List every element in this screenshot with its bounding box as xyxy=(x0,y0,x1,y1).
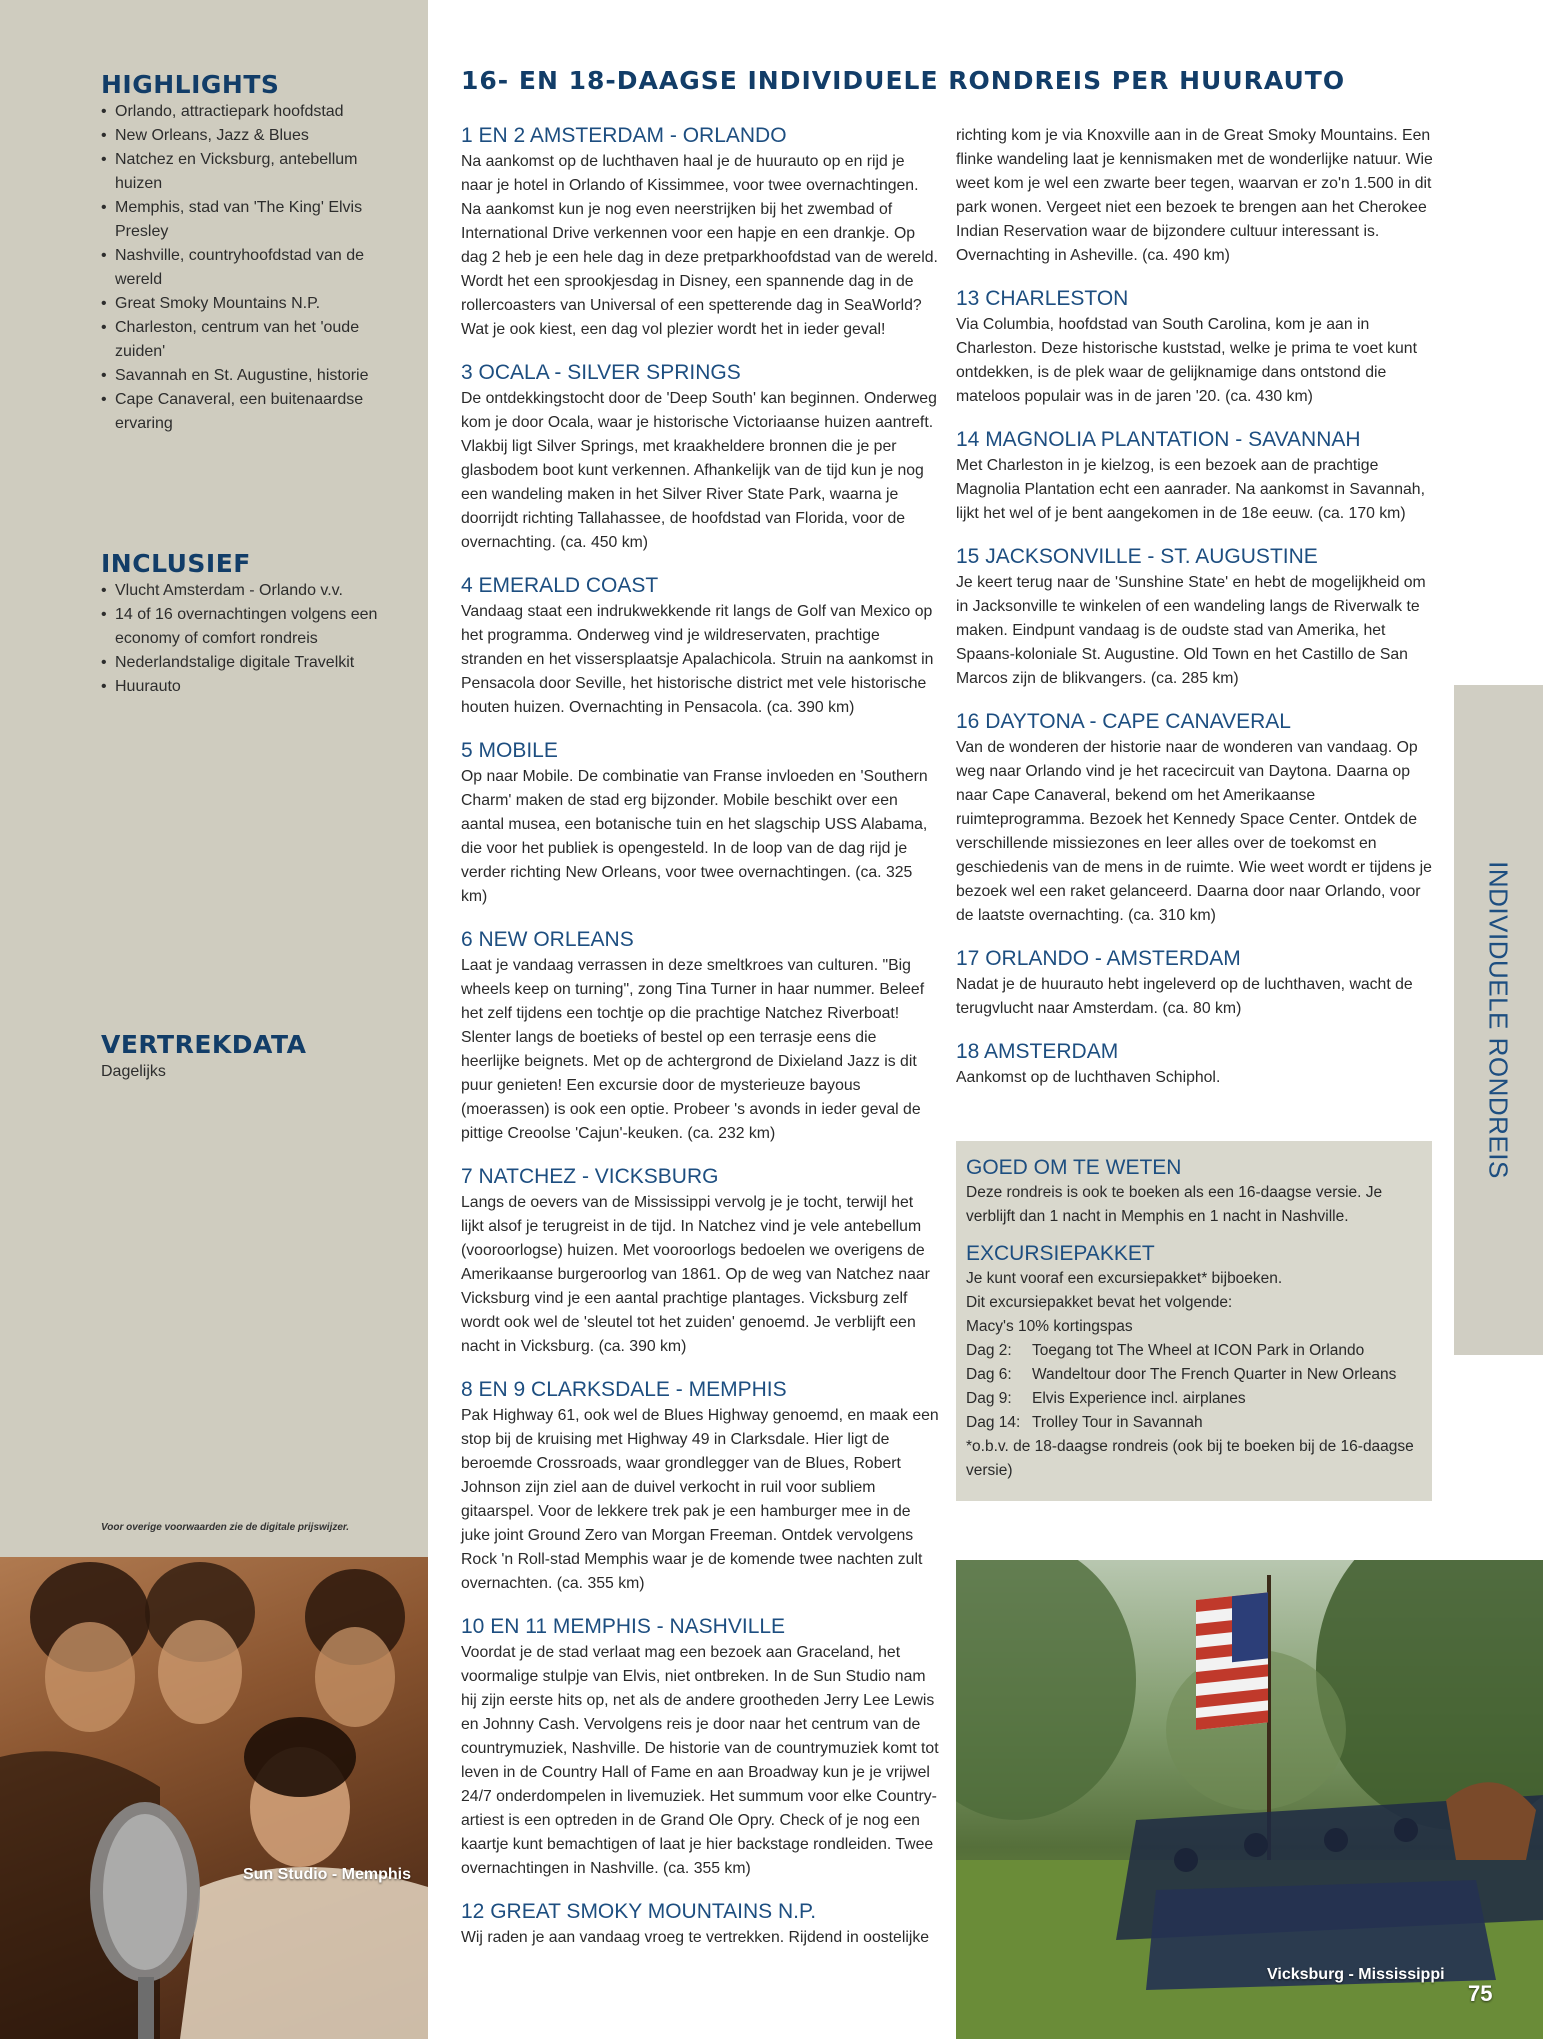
vicksburg-illustration xyxy=(956,1560,1543,2039)
list-item: • Huurauto xyxy=(101,675,401,699)
sun-studio-photo xyxy=(0,1557,428,2039)
excursion-row xyxy=(966,1411,1422,1435)
excursiepakket-line: Macy's 10% kortingspas xyxy=(966,1318,1133,1335)
excursion-day: Dag 6: xyxy=(966,1366,1012,1383)
list-item: • New Orleans, Jazz & Blues xyxy=(101,124,401,148)
day-text: Voordat je de stad verlaat mag een bezoek aan Graceland, het voormalige stulpje van Elvis, niet ontbreken. In de Sun Studio nam hij zijn eerste hits op, net als de andere grootheden Jerry Lee Lewis en Johnny Cash. Vervolgens reis je door naar het centrum van de countrymuziek, Nashville. De historie van de countrymuziek komt tot leven in de Country Hall of Fame en aan Broadway kun je je vrijwel 24/7 onderdompelen in livemuziek. Het summum voor elke Country-artiest is een optreden in de Grand Ole Opry. Check of je nog een kaartje kunt bemachtigen of laat je hier backstage rondleiden. Twee overnachtingen in Nashville. (ca. 355 km) xyxy=(461,1644,939,1877)
section-side-tab xyxy=(1454,685,1543,1355)
highlights-list xyxy=(101,100,401,436)
excursiepakket-line: Dit excursiepakket bevat het volgende: xyxy=(966,1294,1233,1311)
itinerary-column-left xyxy=(461,122,939,1967)
page-title: 16- EN 18-DAAGSE INDIVIDUELE RONDREIS PER HUURAUTO xyxy=(461,66,1346,95)
excursion-day: Dag 9: xyxy=(966,1390,1012,1407)
day-text: Je keert terug naar de 'Sunshine State' en hebt de mogelijkheid om in Jacksonville te winkelen of een wandeling langs de Riverwalk te maken. Eindpunt vandaag is de oudste stad van Amerika, het Spaans-koloniale St. Augustine. Old Town en het Castillo de San Marcos zijn de blikvangers. (ca. 285 km) xyxy=(956,574,1426,687)
day-section xyxy=(461,572,939,720)
vertrekdata-title: VERTREKDATA xyxy=(101,1030,307,1059)
day-section xyxy=(461,122,939,342)
vertrekdata-section xyxy=(101,1030,401,1084)
day-title: 7 NATCHEZ - VICKSBURG xyxy=(461,1165,719,1188)
list-item: • Nashville, countryhoofdstad van de wereld xyxy=(101,244,401,292)
day-text: Wij raden je aan vandaag vroeg te vertrekken. Rijdend in oostelijke xyxy=(461,1929,930,1946)
conditions-note: Voor overige voorwaarden zie de digitale prijswijzer. xyxy=(101,1522,350,1533)
list-item: • Charleston, centrum van het 'oude zuiden' xyxy=(101,316,401,364)
inclusief-list xyxy=(101,579,401,699)
excursion-row xyxy=(966,1339,1422,1363)
day-section xyxy=(461,1163,939,1359)
excursion-text: Elvis Experience incl. airplanes xyxy=(1032,1390,1246,1407)
day-text-continued: richting kom je via Knoxville aan in de Great Smoky Mountains. Een flinke wandeling laat je kennismaken met de wonderlijke natuur. Wie weet kom je wel een zwarte beer tegen, waarvan er zo'n 1.500 in dit park wonen. Vergeet niet een bezoek te brengen aan het Cherokee Indian Reservation waar de bijzondere cultuur interessant is. Overnachting in Asheville. (ca. 490 km) xyxy=(956,127,1433,264)
highlights-title: HIGHLIGHTS xyxy=(101,70,280,99)
excursion-day: Dag 14: xyxy=(966,1414,1021,1431)
day-text: Laat je vandaag verrassen in deze smeltkroes van culturen. "Big wheels keep on turning", zong Tina Turner in haar nummer. Beleef het zelf tijdens een tochtje op die prachtige Natchez Riverboat! Slenter langs de boetieks of bestel op een terrasje eens die heerlijke beignets. Met op de achtergrond de Dixieland Jazz is dit puur genieten! Een excursie door de mysterieuze bayous (moerassen) is ook een optie. Probeer 's avonds in ieder geval de pittige Creoolse 'Cajun'-keuken. (ca. 232 km) xyxy=(461,957,925,1142)
day-text: Op naar Mobile. De combinatie van Franse invloeden en 'Southern Charm' maken de stad erg bijzonder. Mobile beschikt over een aantal musea, een botanische tuin en het slagschip USS Alabama, die voor het publiek is opengesteld. In de loop van de dag rijd je verder richting New Orleans, voor twee overnachtingen. (ca. 325 km) xyxy=(461,768,928,905)
day-text: Na aankomst op de luchthaven haal je de huurauto op en rijd je naar je hotel in Orlando of Kissimmee, voor twee overnachtingen. Na aankomst kun je nog even neerstrijken bij het zwembad of International Drive verkennen voor een hapje en een drankje. Op dag 2 heb je een hele dag in deze pretparkhoofdstad van de wereld. Wordt het een sprookjesdag in Disney, een spannende dag in de rollercoasters van Universal of een spetterende dag in SeaWorld? Wat je ook kiest, een dag vol plezier wordt het in ieder geval! xyxy=(461,153,938,338)
day-title: 1 EN 2 AMSTERDAM - ORLANDO xyxy=(461,124,787,147)
spacer xyxy=(966,1229,1422,1241)
day-text: Via Columbia, hoofdstad van South Carolina, kom je aan in Charleston. Deze historische kuststad, welke je prima te voet kunt ontdekken, is de plek waar de gelijknamige dans ontstond die mateloos populair was in de jaren '20. (ca. 430 km) xyxy=(956,316,1417,405)
list-item: • Vlucht Amsterdam - Orlando v.v. xyxy=(101,579,401,603)
goed-om-te-weten-title: GOED OM TE WETEN xyxy=(966,1156,1182,1179)
list-item: • Great Smoky Mountains N.P. xyxy=(101,292,401,316)
vertrekdata-text: Dagelijks xyxy=(101,1063,166,1080)
day-section xyxy=(461,926,939,1146)
day-title: 3 OCALA - SILVER SPRINGS xyxy=(461,361,741,384)
excursiepakket-title: EXCURSIEPAKKET xyxy=(966,1242,1155,1265)
list-item: • Cape Canaveral, een buitenaardse ervaring xyxy=(101,388,401,436)
day-title: 10 EN 11 MEMPHIS - NASHVILLE xyxy=(461,1615,786,1638)
day-title: 16 DAYTONA - CAPE CANAVERAL xyxy=(956,710,1291,733)
list-item: • Memphis, stad van 'The King' Elvis Presley xyxy=(101,196,401,244)
goed-om-te-weten-text: Deze rondreis is ook te boeken als een 16-daagse versie. Je verblijft dan 1 nacht in Memphis en 1 nacht in Nashville. xyxy=(966,1184,1383,1225)
day-text: Aankomst op de luchthaven Schiphol. xyxy=(956,1069,1221,1086)
excursiepakket-line: Je kunt vooraf een excursiepakket* bijboeken. xyxy=(966,1270,1283,1287)
day-text: Van de wonderen der historie naar de wonderen van vandaag. Op weg naar Orlando vind je het racecircuit van Daytona. Daarna op naar Cape Canaveral, bekend om het Amerikaanse ruimteprogramma. Bezoek het Kennedy Space Center. Ontdek de verschillende missiezones en leer alles over de toekomst en geschiedenis van de mens in de ruimte. Wie weet wordt er tijdens je bezoek wel een raket gelanceerd. Daarna door naar Orlando, voor de laatste overnachting. (ca. 310 km) xyxy=(956,739,1432,924)
page-number: 75 xyxy=(1468,1981,1493,2006)
side-tab-label: INDIVIDUELE RONDREIS xyxy=(1483,861,1514,1179)
day-section xyxy=(956,708,1434,928)
day-title: 15 JACKSONVILLE - ST. AUGUSTINE xyxy=(956,545,1318,568)
day-section xyxy=(956,426,1434,526)
day-text: Nadat je de huurauto hebt ingeleverd op de luchthaven, wacht de terugvlucht naar Amsterdam. (ca. 80 km) xyxy=(956,976,1413,1017)
info-box xyxy=(956,1141,1432,1501)
day-section xyxy=(956,1038,1434,1090)
list-item: • 14 of 16 overnachtingen volgens een economy of comfort rondreis xyxy=(101,603,401,651)
day-title: 6 NEW ORLEANS xyxy=(461,928,634,951)
day-title: 4 EMERALD COAST xyxy=(461,574,659,597)
day-title: 14 MAGNOLIA PLANTATION - SAVANNAH xyxy=(956,428,1361,451)
day-title: 18 AMSTERDAM xyxy=(956,1040,1119,1063)
day-text: De ontdekkingstocht door de 'Deep South' kan beginnen. Onderweg kom je door Ocala, waar je historische Victoriaanse huizen aantreft. Vlakbij ligt Silver Springs, met kraakheldere bronnen die je per glasbodem boot kunt verkennen. Afhankelijk van de tijd kun je nog een wandeling maken in het Silver River State Park, waarna je doorrijdt richting Tallahassee, de hoofdstad van Florida, voor de overnachting. (ca. 450 km) xyxy=(461,390,937,551)
day-text: Langs de oevers van de Mississippi vervolg je je tocht, terwijl het lijkt alsof je terugreist in de tijd. In Natchez vind je vele antebellum (vooroorlogse) huizen. Met vooroorlogs bedoelen we overigens de Amerikaanse burgeroorlog van 1861. Op de weg van Natchez naar Vicksburg vind je een aantal prachtige plantages. Vicksburg zelf wordt ook wel de 'sleutel tot het zuiden' genoemd. Je verblijft een nacht in Vicksburg. (ca. 390 km) xyxy=(461,1194,930,1355)
vicksburg-photo xyxy=(956,1560,1543,2039)
day-text: Met Charleston in je kielzog, is een bezoek aan de prachtige Magnolia Plantation echt een aanrader. Na aankomst in Savannah, lijkt het wel of je bent aangekomen in de 18e eeuw. (ca. 170 km) xyxy=(956,457,1425,522)
excursion-text: Trolley Tour in Savannah xyxy=(1032,1414,1203,1431)
day-section xyxy=(461,737,939,909)
list-item: • Orlando, attractiepark hoofdstad xyxy=(101,100,401,124)
day-section xyxy=(956,124,1434,268)
day-section xyxy=(461,1898,939,1950)
day-title: 8 EN 9 CLARKSDALE - MEMPHIS xyxy=(461,1378,787,1401)
list-item: • Savannah en St. Augustine, historie xyxy=(101,364,401,388)
day-title: 12 GREAT SMOKY MOUNTAINS N.P. xyxy=(461,1900,817,1923)
sidebar xyxy=(0,0,428,1557)
day-title: 13 CHARLESTON xyxy=(956,287,1129,310)
list-item: • Nederlandstalige digitale Travelkit xyxy=(101,651,401,675)
day-title: 17 ORLANDO - AMSTERDAM xyxy=(956,947,1241,970)
day-section xyxy=(956,543,1434,691)
list-item: • Natchez en Vicksburg, antebellum huizen xyxy=(101,148,401,196)
day-section xyxy=(461,359,939,555)
excursion-text: Toegang tot The Wheel at ICON Park in Orlando xyxy=(1032,1342,1365,1359)
sun-studio-illustration xyxy=(0,1557,428,2039)
highlights-section xyxy=(101,70,401,436)
photo-caption: Sun Studio - Memphis xyxy=(243,1866,411,1883)
day-section xyxy=(461,1613,939,1881)
day-section xyxy=(461,1376,939,1596)
itinerary-column-right xyxy=(956,122,1434,1107)
day-section xyxy=(956,285,1434,409)
excursion-text: Wandeltour door The French Quarter in New Orleans xyxy=(1032,1366,1397,1383)
excursion-day: Dag 2: xyxy=(966,1342,1012,1359)
day-section xyxy=(956,945,1434,1021)
day-text: Vandaag staat een indrukwekkende rit langs de Golf van Mexico op het programma. Onderweg vind je wildreservaten, prachtige stranden en het vissersplaatsje Apalachicola. Struin na aankomst in Pensacola door Seville, het historische district met vele historische houten huizen. Overnachting in Pensacola. (ca. 390 km) xyxy=(461,603,934,716)
inclusief-title: INCLUSIEF xyxy=(101,549,251,578)
excursion-row xyxy=(966,1387,1422,1411)
inclusief-section xyxy=(101,549,401,699)
excursion-row xyxy=(966,1363,1422,1387)
day-title: 5 MOBILE xyxy=(461,739,558,762)
excursiepakket-footnote: *o.b.v. de 18-daagse rondreis (ook bij te boeken bij de 16-daagse versie) xyxy=(966,1438,1414,1479)
day-text: Pak Highway 61, ook wel de Blues Highway genoemd, en maak een stop bij de kruising met Highway 49 in Clarksdale. Hier ligt de beroemde Crossroads, waar grondlegger van de Blues, Robert Johnson zijn ziel aan de duivel verkocht in ruil voor subliem gitaarspel. Voor de lekkere trek pak je een hamburger mee in de juke joint Ground Zero van Morgan Freeman. Ontdek vervolgens Rock 'n Roll-stad Memphis waar je de komende twee nachten zult overnachten. (ca. 355 km) xyxy=(461,1407,939,1592)
photo-caption: Vicksburg - Mississippi xyxy=(1267,1966,1445,1983)
